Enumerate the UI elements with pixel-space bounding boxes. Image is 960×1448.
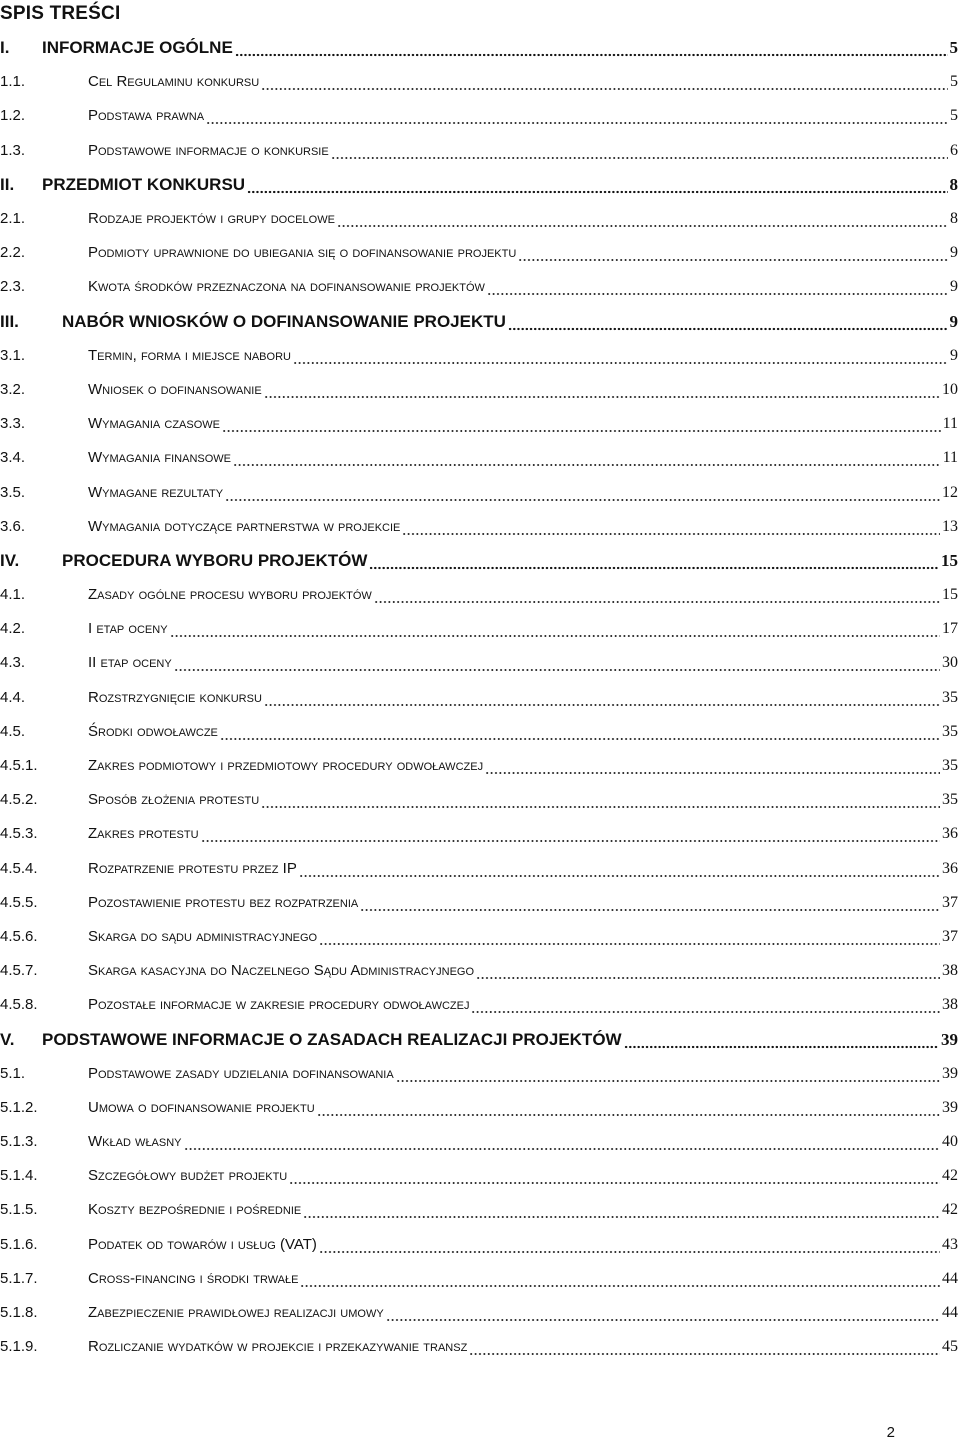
dot-leader <box>264 380 940 400</box>
toc-entry-title: Wymagane rezultaty <box>88 483 224 501</box>
toc-entry-number: 4.2. <box>0 620 26 638</box>
toc-entry-page: 44 <box>942 1304 958 1322</box>
dot-leader <box>624 1030 939 1050</box>
toc-entry-number: 5.1.5. <box>0 1201 38 1219</box>
toc-entry-number: 1.2. <box>0 107 26 125</box>
toc-entry-title: Termin, forma i miejsce naboru <box>88 346 291 364</box>
toc-entry[interactable] <box>0 1296 958 1330</box>
dot-leader <box>374 585 940 605</box>
toc-entry[interactable] <box>0 1330 958 1364</box>
toc-entry-number: 2.3. <box>0 278 26 296</box>
toc-entry-title: PODSTAWOWE INFORMACJE O ZASADACH REALIZACJI PROJEKTÓW <box>42 1029 622 1049</box>
toc-entry-page: 42 <box>942 1201 958 1219</box>
toc-entry-title: PROCEDURA WYBORU PROJEKTÓW <box>62 550 368 570</box>
toc-entry-page: 15 <box>942 586 958 604</box>
toc-entry[interactable] <box>0 1159 958 1193</box>
toc-entry-page: 15 <box>941 550 958 570</box>
dot-leader <box>471 995 940 1015</box>
toc-entry-number: 4.5.8. <box>0 996 38 1014</box>
toc-entry-number: 3.1. <box>0 346 26 364</box>
dot-leader <box>225 483 940 503</box>
toc-entry-number: 1.1. <box>0 73 26 91</box>
toc-entry-title: Podstawowe informacje o konkursie <box>88 141 329 159</box>
toc-entry-page: 38 <box>942 996 958 1014</box>
toc-entry[interactable] <box>0 475 958 509</box>
toc-entry-title: PRZEDMIOT KONKURSU <box>42 174 246 194</box>
toc-entry[interactable] <box>0 886 958 920</box>
toc-entry-page: 36 <box>942 825 958 843</box>
toc-entry[interactable] <box>0 954 958 988</box>
dot-leader <box>331 141 948 161</box>
toc-entry-page: 13 <box>942 517 958 535</box>
dot-leader <box>220 722 940 742</box>
toc-entry[interactable] <box>0 681 958 715</box>
toc-entry[interactable] <box>0 1091 958 1125</box>
dot-leader <box>261 790 940 810</box>
toc-chapter-entry[interactable] <box>0 1022 958 1056</box>
toc-entry-number: 2.2. <box>0 244 26 262</box>
dot-leader <box>264 688 940 708</box>
toc-entry[interactable] <box>0 1125 958 1159</box>
toc-entry-number: 4.5.7. <box>0 962 38 980</box>
toc-entry-page: 9 <box>950 346 958 364</box>
toc-entry-title: Kwota środków przeznaczona na dofinansowanie projektów <box>88 278 485 296</box>
dot-leader <box>247 175 947 195</box>
dot-leader <box>170 619 940 639</box>
toc-entry-page: 42 <box>942 1167 958 1185</box>
toc-entry[interactable] <box>0 134 958 168</box>
toc-entry-number: 4.5.2. <box>0 791 38 809</box>
toc-entry-page: 17 <box>942 620 958 638</box>
toc-entry-number: 4.5. <box>0 722 26 740</box>
toc-entry-title: Rozliczanie wydatków w projekcie i przekazywanie transz <box>88 1338 468 1356</box>
toc-entry-title: Środki odwoławcze <box>88 722 218 740</box>
dot-leader <box>293 346 948 366</box>
toc-chapter-entry[interactable] <box>0 31 958 65</box>
dot-leader <box>360 893 940 913</box>
toc-entry-title: INFORMACJE OGÓLNE <box>42 38 233 58</box>
toc-entry-page: 37 <box>942 893 958 911</box>
toc-entry-title: Zakres podmiotowy i przedmiotowy procedury odwoławczej <box>88 757 484 775</box>
toc-entry-title: Rozstrzygnięcie konkursu <box>88 688 262 706</box>
toc-entry-number: 4.3. <box>0 654 26 672</box>
toc-entry-title: Cel Regulaminu konkursu <box>88 73 260 91</box>
dot-leader <box>233 448 941 468</box>
toc-chapter-entry[interactable] <box>0 305 958 339</box>
dot-leader <box>319 1235 940 1255</box>
toc-entry-number: 5.1.8. <box>0 1304 38 1322</box>
toc-entry[interactable] <box>0 202 958 236</box>
toc-entry[interactable] <box>0 920 958 954</box>
toc-entry-number: 3.3. <box>0 415 26 433</box>
toc-entry-page: 9 <box>950 244 958 262</box>
toc-entry[interactable] <box>0 1193 958 1227</box>
toc-entry-number: 4.1. <box>0 586 26 604</box>
dot-leader <box>235 38 948 58</box>
toc-entry-title: Cross-financing i środki trwałe <box>88 1269 299 1287</box>
toc-entry[interactable] <box>0 988 958 1022</box>
toc-entry-title: Podatek od towarów i usług (VAT) <box>88 1235 317 1253</box>
toc-entry-page: 8 <box>950 210 958 228</box>
toc-entry-page: 39 <box>942 1064 958 1082</box>
toc-entry[interactable] <box>0 510 958 544</box>
dot-leader <box>300 1269 940 1289</box>
toc-entry-title: II etap oceny <box>88 654 172 672</box>
toc-entry[interactable] <box>0 441 958 475</box>
toc-entry-number: 4.5.6. <box>0 927 38 945</box>
toc-entry[interactable] <box>0 1228 958 1262</box>
toc-entry[interactable] <box>0 578 958 612</box>
dot-leader <box>337 209 948 229</box>
toc-entry-title: Szczegółowy budżet projektu <box>88 1167 288 1185</box>
dot-leader <box>184 1132 940 1152</box>
toc-entry-title: I etap oceny <box>88 620 168 638</box>
toc-entry-title: Wkład własny <box>88 1133 182 1151</box>
toc-entry-page: 35 <box>942 757 958 775</box>
page-title: SPIS TREŚCI <box>0 3 121 24</box>
toc-entry-title: Wymagania finansowe <box>88 449 232 467</box>
dot-leader <box>319 927 940 947</box>
dot-leader <box>289 1166 940 1186</box>
toc-entry-number: 4.5.4. <box>0 859 38 877</box>
toc-entry-number: 5.1.9. <box>0 1338 38 1356</box>
toc-entry-page: 11 <box>942 415 958 433</box>
toc-entry-page: 12 <box>942 483 958 501</box>
toc-chapter-entry[interactable] <box>0 168 958 202</box>
toc-entry-page: 10 <box>942 380 958 398</box>
dot-leader <box>261 72 948 92</box>
toc-entry-number: V. <box>0 1029 15 1049</box>
toc-entry[interactable] <box>0 65 958 99</box>
dot-leader <box>303 1200 940 1220</box>
toc-chapter-entry[interactable] <box>0 544 958 578</box>
toc-entry-number: 1.3. <box>0 141 26 159</box>
toc-entry-page: 39 <box>941 1029 958 1049</box>
toc-entry-number: II. <box>0 174 15 194</box>
toc-entry-title: Rozpatrzenie protestu przez IP <box>88 859 297 877</box>
toc-entry-number: 5.1.7. <box>0 1269 38 1287</box>
toc-entry-page: 8 <box>949 174 958 194</box>
toc-entry[interactable] <box>0 646 958 680</box>
toc-entry-title: Koszty bezpośrednie i pośrednie <box>88 1201 302 1219</box>
dot-leader <box>206 106 948 126</box>
toc-entry-number: 4.5.1. <box>0 757 38 775</box>
toc-entry-title: NABÓR WNIOSKÓW O DOFINANSOWANIE PROJEKTU <box>62 311 506 331</box>
toc-entry-number: 5.1. <box>0 1064 26 1082</box>
toc-entry[interactable] <box>0 749 958 783</box>
toc-entry-title: Wniosek o dofinansowanie <box>88 380 262 398</box>
toc-entry-page: 9 <box>949 311 958 331</box>
toc-entry[interactable] <box>0 236 958 270</box>
toc-entry-number: 4.5.3. <box>0 825 38 843</box>
toc-entry-number: 2.1. <box>0 210 26 228</box>
dot-leader <box>476 961 940 981</box>
dot-leader <box>299 859 940 879</box>
toc-entry-title: Rodzaje projektów i grupy docelowe <box>88 210 335 228</box>
toc-entry-page: 43 <box>942 1235 958 1253</box>
toc-entry[interactable] <box>0 817 958 851</box>
dot-leader <box>317 1098 940 1118</box>
toc-entry-page: 6 <box>950 141 958 159</box>
toc-entry-page: 44 <box>942 1269 958 1287</box>
toc-entry[interactable] <box>0 1262 958 1296</box>
dot-leader <box>396 1064 940 1084</box>
dot-leader <box>485 756 940 776</box>
toc-entry[interactable] <box>0 852 958 886</box>
toc-entry[interactable] <box>0 407 958 441</box>
toc-entry-number: 3.6. <box>0 517 26 535</box>
toc-entry-number: 5.1.6. <box>0 1235 38 1253</box>
toc-entry-number: I. <box>0 38 10 58</box>
toc-entry-number: IV. <box>0 550 20 570</box>
toc-entry-page: 38 <box>942 962 958 980</box>
toc-entry-title: Podstawowe zasady udzielania dofinansowania <box>88 1064 394 1082</box>
toc-entry-page: 30 <box>942 654 958 672</box>
toc-entry-title: Skarga kasacyjna do Naczelnego Sądu Administracyjnego <box>88 962 475 980</box>
dot-leader <box>174 653 940 673</box>
toc-entry-page: 45 <box>942 1338 958 1356</box>
toc-entry-number: 5.1.2. <box>0 1098 38 1116</box>
toc-entry[interactable] <box>0 339 958 373</box>
toc-entry-page: 40 <box>942 1133 958 1151</box>
toc-entry[interactable] <box>0 715 958 749</box>
toc-entry-page: 35 <box>942 722 958 740</box>
toc-entry-title: Podstawa prawna <box>88 107 205 125</box>
toc-entry-number: 3.2. <box>0 380 26 398</box>
toc-entry-page: 5 <box>949 38 958 58</box>
toc-entry-title: Umowa o dofinansowanie projektu <box>88 1098 315 1116</box>
toc-entry-page: 5 <box>950 107 958 125</box>
dot-leader <box>508 312 948 332</box>
toc-entry[interactable] <box>0 612 958 646</box>
toc-entry-page: 9 <box>950 278 958 296</box>
toc-entry-number: 5.1.4. <box>0 1167 38 1185</box>
toc-entry-page: 36 <box>942 859 958 877</box>
table-of-contents <box>0 31 958 1364</box>
toc-entry-number: 4.4. <box>0 688 26 706</box>
page-number: 2 <box>886 1424 895 1441</box>
dot-leader <box>487 277 948 297</box>
toc-entry-page: 35 <box>942 791 958 809</box>
toc-entry-title: Skarga do sądu administracyjnego <box>88 927 318 945</box>
toc-entry-number: 4.5.5. <box>0 893 38 911</box>
toc-entry-number: 5.1.3. <box>0 1133 38 1151</box>
toc-entry-title: Podmioty uprawnione do ubiegania się o dofinansowanie projektu <box>88 244 517 262</box>
dot-leader <box>369 551 939 571</box>
toc-entry[interactable] <box>0 783 958 817</box>
dot-leader <box>222 414 941 434</box>
toc-entry-number: 3.4. <box>0 449 26 467</box>
toc-entry-title: Wymagania czasowe <box>88 415 221 433</box>
toc-entry-title: Pozostawienie protestu bez rozpatrzenia <box>88 893 359 911</box>
toc-entry-title: Zakres protestu <box>88 825 199 843</box>
toc-entry-title: Wymagania dotyczące partnerstwa w projekcie <box>88 517 401 535</box>
toc-entry-page: 5 <box>950 73 958 91</box>
toc-entry-page: 35 <box>942 688 958 706</box>
dot-leader <box>201 824 940 844</box>
toc-entry-page: 39 <box>942 1098 958 1116</box>
toc-entry-title: Sposób złożenia protestu <box>88 791 260 809</box>
toc-entry-title: Zabezpieczenie prawidłowej realizacji umowy <box>88 1304 384 1322</box>
toc-entry-title: Pozostałe informacje w zakresie procedury odwoławczej <box>88 996 470 1014</box>
dot-leader <box>518 243 948 263</box>
dot-leader <box>386 1303 940 1323</box>
dot-leader <box>469 1337 940 1357</box>
toc-entry[interactable] <box>0 373 958 407</box>
toc-entry[interactable] <box>0 99 958 133</box>
toc-entry-page: 11 <box>942 449 958 467</box>
dot-leader <box>402 517 940 537</box>
toc-entry-title: Zasady ogólne procesu wyboru projektów <box>88 586 372 604</box>
toc-entry-number: III. <box>0 311 19 331</box>
toc-entry-number: 3.5. <box>0 483 26 501</box>
toc-entry-page: 37 <box>942 927 958 945</box>
toc-entry[interactable] <box>0 1057 958 1091</box>
toc-entry[interactable] <box>0 270 958 304</box>
